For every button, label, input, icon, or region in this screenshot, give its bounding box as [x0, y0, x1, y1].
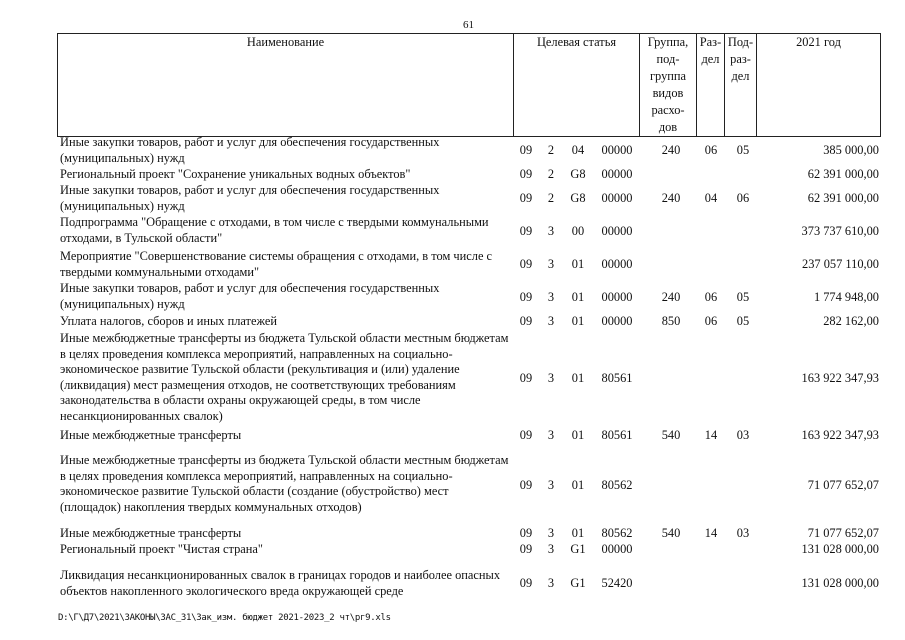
subsection: 05	[736, 143, 750, 157]
amount: 385 000,00	[823, 143, 879, 157]
expense-group: 240	[661, 191, 681, 205]
code-event: G8	[570, 167, 586, 181]
code-event: 00	[571, 224, 585, 238]
amount: 131 028 000,00	[801, 576, 879, 590]
code-subprogram: 3	[547, 576, 555, 590]
code-event: 01	[571, 526, 585, 540]
row-name: Ликвидация несанкционированных свалок в границах городов и наиболее опасных объектов накопленного экологического вреда окружающей среде	[60, 568, 501, 598]
code-program: 09	[519, 224, 533, 238]
code-program: 09	[519, 478, 533, 492]
row-name: Уплата налогов, сборов и иных платежей	[60, 314, 278, 328]
expense-group: 540	[661, 526, 681, 540]
subsection: 06	[736, 191, 750, 205]
header-group-line: дов	[658, 120, 678, 134]
code-program: 09	[519, 576, 533, 590]
code-direction: 80562	[601, 478, 633, 492]
section: 06	[704, 290, 718, 304]
page-number: 61	[463, 19, 474, 31]
row-name: Мероприятие "Совершенствование системы обращения с отходами, в том числе с твердыми коммунальными отходами"	[60, 249, 493, 279]
row-name: Иные межбюджетные трансферты из бюджета Тульской области местным бюджетам в целях проведения комплекса мероприятий, направленных на социально-экономическое развитие Тульской области (рекультивация и (или) удаление (ликвидация) мест размещения отходов, не соответствующих требованиям законодательства в области охраны окружающей среды, в том числе несанкционированных свалок)	[60, 331, 509, 423]
row-name: Региональный проект "Чистая страна"	[60, 542, 263, 556]
section: 14	[704, 526, 718, 540]
footer-file-path: D:\Г\Д7\2021\ЗАКОНЫ\ЗАС_31\Зак_изм. бюджет 2021-2023_2 чт\рг9.xls	[58, 613, 391, 623]
code-direction: 80561	[601, 428, 633, 442]
code-subprogram: 2	[547, 167, 555, 181]
code-direction: 00000	[601, 314, 633, 328]
header-group-line: Группа,	[647, 35, 689, 49]
code-subprogram: 3	[547, 371, 555, 385]
code-event: 04	[571, 143, 585, 157]
code-event: G8	[570, 191, 586, 205]
section: 04	[704, 191, 718, 205]
subsection: 03	[736, 526, 750, 540]
code-event: 01	[571, 257, 585, 271]
code-subprogram: 3	[547, 526, 555, 540]
expense-group: 850	[661, 314, 681, 328]
row-name: Иные межбюджетные трансферты	[60, 526, 242, 540]
code-direction: 80561	[601, 371, 633, 385]
header-section-line: дел	[701, 52, 720, 66]
amount: 163 922 347,93	[801, 428, 879, 442]
row-name: Иные межбюджетные трансферты	[60, 428, 242, 442]
code-event: 01	[571, 371, 585, 385]
section: 14	[704, 428, 718, 442]
code-event: 01	[571, 478, 585, 492]
code-direction: 00000	[601, 191, 633, 205]
code-program: 09	[519, 167, 533, 181]
code-direction: 00000	[601, 257, 633, 271]
expense-group: 540	[661, 428, 681, 442]
header-section-line: Раз-	[699, 35, 722, 49]
code-program: 09	[519, 428, 533, 442]
code-program: 09	[519, 526, 533, 540]
header-group-line: под-	[656, 52, 680, 66]
header-subsection-line: раз-	[730, 52, 751, 66]
header-target-article: Целевая статья	[514, 34, 640, 137]
code-subprogram: 3	[547, 314, 555, 328]
row-name: Иные закупки товаров, работ и услуг для обеспечения государственных (муниципальных) нужд	[60, 281, 440, 311]
code-direction: 00000	[601, 290, 633, 304]
code-event: 01	[571, 428, 585, 442]
code-subprogram: 3	[547, 542, 555, 556]
amount: 131 028 000,00	[801, 542, 879, 556]
code-event: G1	[570, 542, 586, 556]
amount: 373 737 610,00	[801, 224, 879, 238]
amount: 282 162,00	[823, 314, 879, 328]
header-group-line: группа	[649, 69, 687, 83]
amount: 1 774 948,00	[813, 290, 879, 304]
header-group-line: расхо-	[651, 103, 685, 117]
code-direction: 52420	[601, 576, 633, 590]
header-year: 2021 год	[757, 34, 881, 137]
code-direction: 00000	[601, 167, 633, 181]
code-subprogram: 3	[547, 224, 555, 238]
subsection: 03	[736, 428, 750, 442]
header-subsection-line: Под-	[727, 35, 754, 49]
amount: 71 077 652,07	[807, 526, 879, 540]
subsection: 05	[736, 290, 750, 304]
code-direction: 80562	[601, 526, 633, 540]
code-subprogram: 3	[547, 290, 555, 304]
expense-group: 240	[661, 290, 681, 304]
header-subsection-line: дел	[731, 69, 750, 83]
row-name: Иные межбюджетные трансферты из бюджета Тульской области местным бюджетам в целях проведения комплекса мероприятий, направленных на социально-экономическое развитие Тульской области (создание (обустройство) мест (площадок) накопления твердых коммунальных отходов)	[60, 453, 509, 514]
row-name: Иные закупки товаров, работ и услуг для обеспечения государственных (муниципальных) нужд	[60, 183, 440, 213]
amount: 62 391 000,00	[807, 191, 879, 205]
code-subprogram: 3	[547, 478, 555, 492]
code-program: 09	[519, 371, 533, 385]
code-event: 01	[571, 314, 585, 328]
amount: 71 077 652,07	[807, 478, 879, 492]
code-event: 01	[571, 290, 585, 304]
code-program: 09	[519, 257, 533, 271]
code-direction: 00000	[601, 224, 633, 238]
code-direction: 00000	[601, 143, 633, 157]
amount: 62 391 000,00	[807, 167, 879, 181]
header-name: Наименование	[58, 34, 514, 137]
header-group-line: видов	[652, 86, 684, 100]
amount: 163 922 347,93	[801, 371, 879, 385]
expense-group: 240	[661, 143, 681, 157]
code-event: G1	[570, 576, 586, 590]
code-subprogram: 3	[547, 257, 555, 271]
code-subprogram: 2	[547, 191, 555, 205]
code-program: 09	[519, 314, 533, 328]
code-program: 09	[519, 290, 533, 304]
row-name: Подпрограмма "Обращение с отходами, в том числе с твердыми коммунальными отходами, в Тульской области"	[60, 215, 489, 245]
row-name: Региональный проект "Сохранение уникальных водных объектов"	[60, 167, 411, 181]
code-program: 09	[519, 143, 533, 157]
code-program: 09	[519, 542, 533, 556]
code-subprogram: 3	[547, 428, 555, 442]
section: 06	[704, 314, 718, 328]
amount: 237 057 110,00	[802, 257, 879, 271]
subsection: 05	[736, 314, 750, 328]
section: 06	[704, 143, 718, 157]
code-program: 09	[519, 191, 533, 205]
code-subprogram: 2	[547, 143, 555, 157]
code-direction: 00000	[601, 542, 633, 556]
row-name: Иные закупки товаров, работ и услуг для обеспечения государственных (муниципальных) нужд	[60, 135, 440, 165]
